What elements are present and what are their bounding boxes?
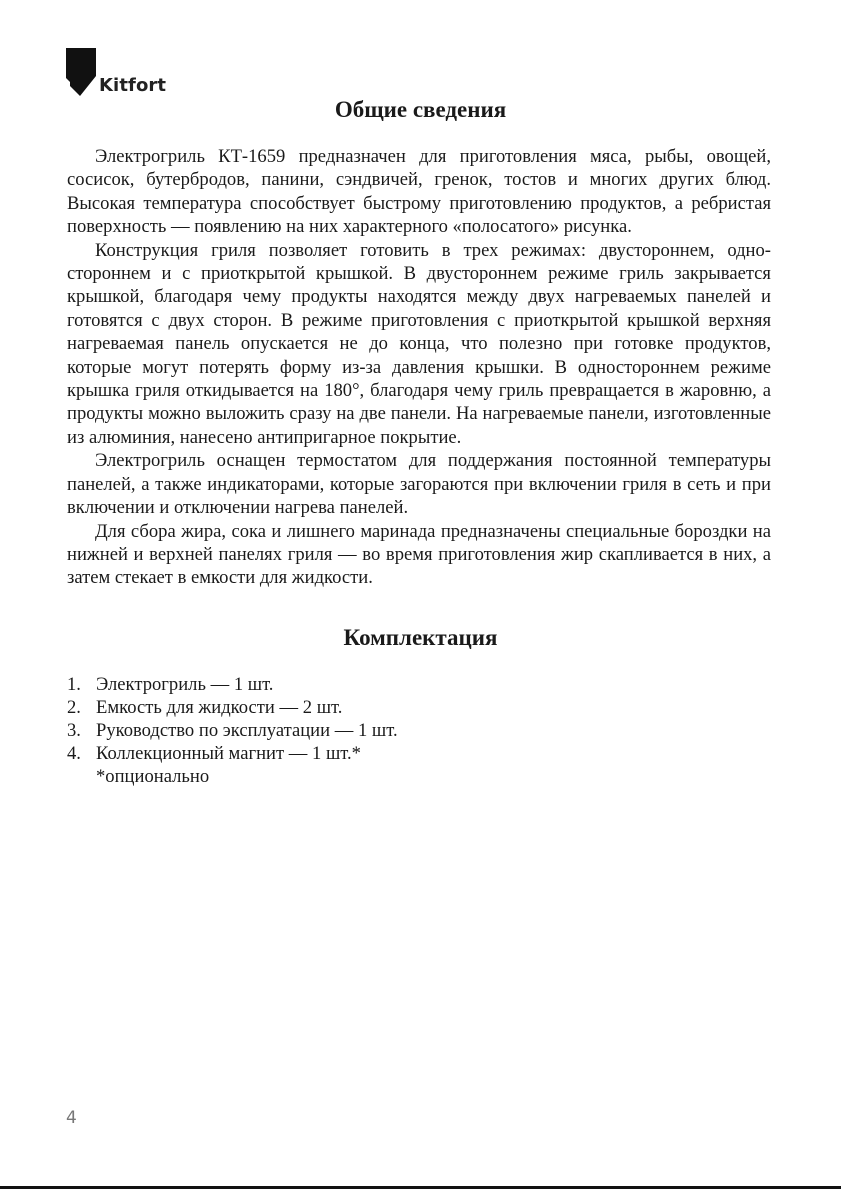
section-title-contents: Комплектация [343, 625, 498, 650]
list-item [67, 673, 398, 696]
list-item [67, 719, 398, 742]
list-item-text: Электрогриль — 1 шт. [96, 674, 274, 695]
paragraph: Электрогриль КТ-1659 предназначен для приготовления мяса, рыбы, овощей, сосисок, бутербродов, панини, сэндвичей, гренок, тостов и многих других блюд. Высокая температура способствует быстрому приготовлению продуктов, а ребристая поверхность — появлению на них характерного «полосатого» рисунка. [67, 146, 771, 238]
list-item [67, 742, 398, 765]
page-number: 4 [66, 1108, 77, 1128]
brand-logo [66, 48, 166, 96]
list-item-text: Коллекционный магнит — 1 шт.* [96, 743, 361, 764]
footnote: *опционально [96, 766, 210, 787]
kitfort-logo-icon [66, 48, 96, 96]
section-title-general: Общие сведения [334, 97, 507, 122]
list-item-number: 2. [67, 697, 81, 718]
general-info-text [67, 145, 771, 590]
paragraph: Электрогриль оснащен термостатом для поддержания постоянной температуры панелей, а также индикаторами, которые загораются при включении гриля в сеть и при включении и отключении нагрева панелей. [67, 450, 771, 519]
paragraph: Конструкция гриля позволяет готовить в трех режимах: двустороннем, одностороннем и с приоткрытой крышкой. В двустороннем режиме гриль закрывается крышкой, благодаря чему продукты находятся между двух нагреваемых панелей и готовятся с двух сторон. В режиме приготовления с приоткрытой крышкой верхняя нагреваемая панель опускается не до конца, что полезно при готовке продуктов, которые могут потерять форму из-за давления крышки. В одностороннем режиме крышка гриля откидывается на 180°, благодаря чему гриль превращается в жаровню, а продукты можно выложить сразу на две панели. На нагреваемые панели, изготовленные из алюминия, нанесено антипригарное покрытие. [67, 239, 771, 448]
list-item-text: Руководство по эксплуатации — 1 шт. [96, 720, 398, 741]
list-item-number: 1. [67, 674, 81, 695]
list-item-number: 4. [67, 743, 81, 764]
list-item [67, 696, 398, 719]
paragraph: Для сбора жира, сока и лишнего маринада предназначены специальные бороздки на нижней и верхней панелях гриля — во время приготовления жир скапливается в них, а затем стекает в емкости для жидкости. [67, 520, 771, 589]
list-item-number: 3. [67, 720, 81, 741]
list-item-text: Емкость для жидкости — 2 шт. [96, 697, 343, 718]
contents-list [67, 673, 398, 788]
brand-name: Kitfort [99, 75, 167, 96]
